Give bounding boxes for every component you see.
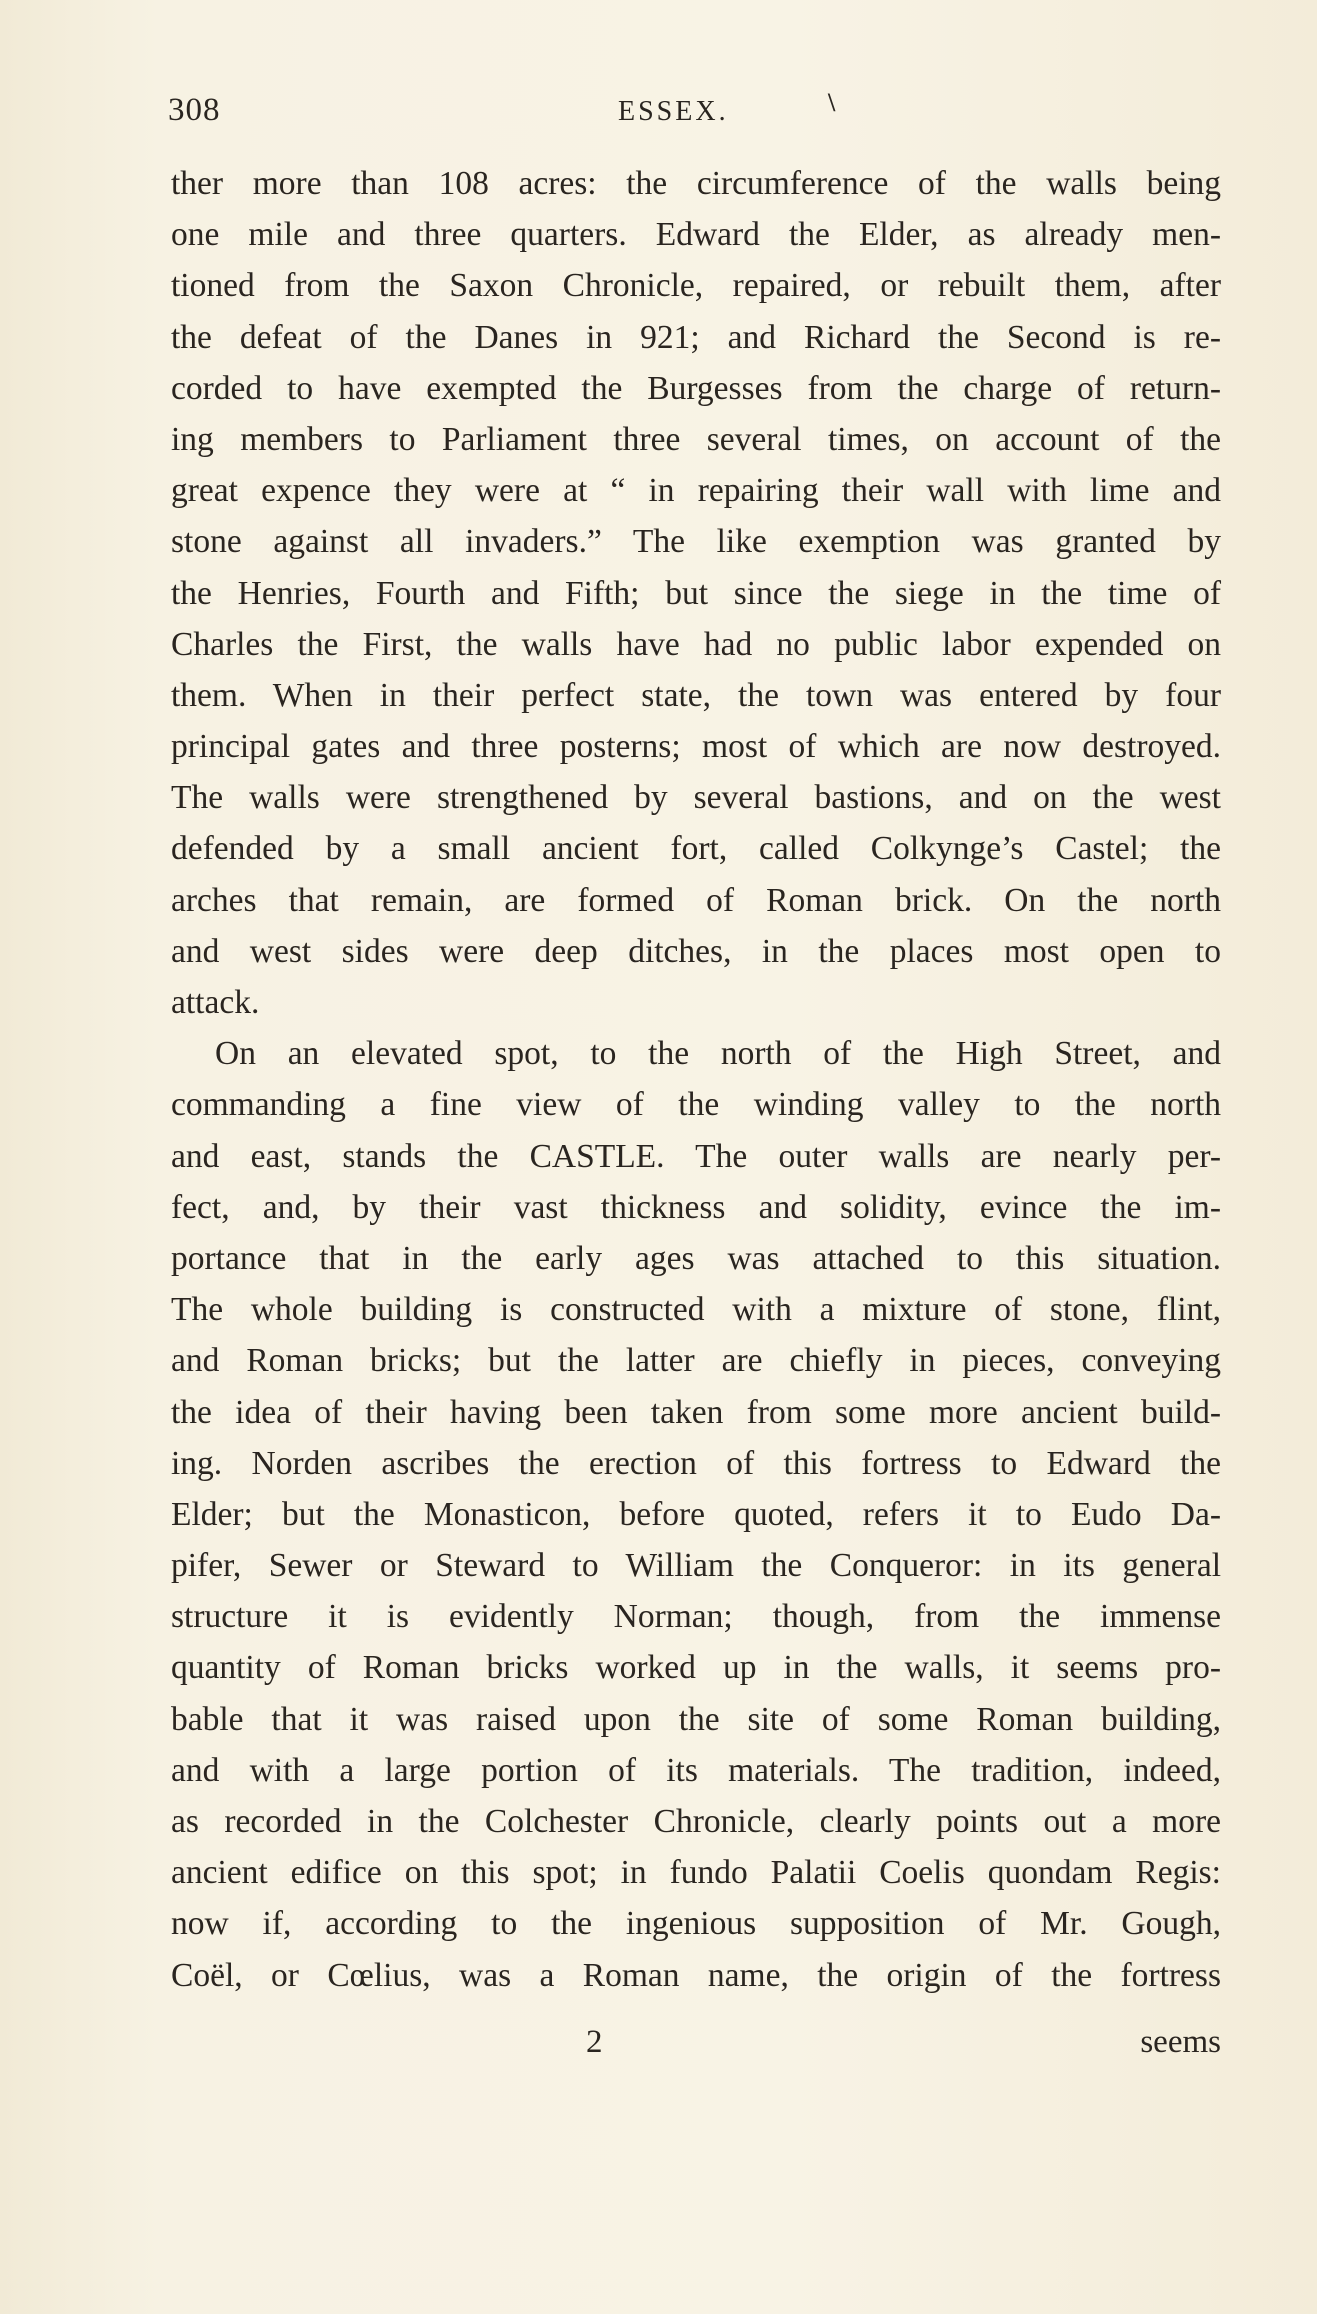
text-line: ing members to Parliament three several times, on account of the bbox=[171, 420, 1221, 458]
text-line: attack. bbox=[171, 984, 260, 1021]
text-line: ing. Norden ascribes the erection of this fortress to Edward the bbox=[171, 1444, 1221, 1482]
text-line: principal gates and three posterns; most of which are now destroyed. bbox=[171, 728, 1221, 766]
text-line: and with a large portion of its materials. The tradition, indeed, bbox=[171, 1751, 1221, 1789]
text-line: ther more than 108 acres: the circumference of the walls being bbox=[171, 165, 1221, 202]
text-line: commanding a fine view of the winding valley to the north bbox=[171, 1086, 1221, 1124]
text-line: ancient edifice on this spot; in fundo Palatii Coelis quondam Regis: bbox=[171, 1854, 1221, 1892]
text-line: one mile and three quarters. Edward the Elder, as already men- bbox=[171, 216, 1221, 254]
text-line: portance that in the early ages was attached to this situation. bbox=[171, 1239, 1221, 1277]
text-line: and west sides were deep ditches, in the places most open to bbox=[171, 932, 1221, 970]
text-line: the idea of their having been taken from some more ancient build- bbox=[171, 1393, 1221, 1431]
body-text bbox=[171, 158, 1221, 2001]
text-line: quantity of Roman bricks worked up in the walls, it seems pro- bbox=[171, 1649, 1221, 1687]
text-line: stone against all invaders.” The like exemption was granted by bbox=[171, 523, 1221, 561]
text-line: pifer, Sewer or Steward to William the Conqueror: in its general bbox=[171, 1547, 1221, 1585]
text-line: arches that remain, are formed of Roman brick. On the north bbox=[171, 881, 1221, 919]
text-line: Charles the First, the walls have had no public labor expended on bbox=[171, 625, 1221, 663]
running-head: ESSEX. bbox=[618, 96, 729, 127]
text-line: tioned from the Saxon Chronicle, repaired, or rebuilt them, after bbox=[171, 267, 1221, 305]
text-line: The walls were strengthened by several bastions, and on the west bbox=[171, 779, 1221, 817]
text-line: great expence they were at “ in repairing their wall with lime and bbox=[171, 472, 1221, 510]
text-line: as recorded in the Colchester Chronicle, clearly points out a more bbox=[171, 1803, 1221, 1840]
text-line: defended by a small ancient fort, called Colkynge’s Castel; the bbox=[171, 830, 1221, 868]
page-header bbox=[168, 88, 1218, 136]
text-line: fect, and, by their vast thickness and solidity, evince the im- bbox=[171, 1188, 1221, 1226]
text-line: structure it is evidently Norman; though, from the immense bbox=[171, 1598, 1221, 1636]
page-number: 308 bbox=[168, 92, 221, 128]
text-line: corded to have exempted the Burgesses from the charge of return- bbox=[171, 369, 1221, 407]
text-line: and Roman bricks; but the latter are chiefly in pieces, conveying bbox=[171, 1342, 1221, 1380]
text-line: bable that it was raised upon the site of some Roman building, bbox=[171, 1700, 1221, 1738]
paragraph-first-line: On an elevated spot, to the north of the High Street, and bbox=[215, 1035, 1221, 1073]
text-line: Coël, or Cœlius, was a Roman name, the origin of the fortress bbox=[171, 1956, 1221, 1994]
catchword: seems bbox=[1140, 2024, 1221, 2060]
text-line: Elder; but the Monasticon, before quoted, refers it to Eudo Da- bbox=[171, 1495, 1221, 1533]
text-line: The whole building is constructed with a mixture of stone, flint, bbox=[171, 1291, 1221, 1329]
header-mark: \ bbox=[828, 88, 836, 117]
signature-mark: 2 bbox=[586, 2024, 603, 2060]
text-line: them. When in their perfect state, the town was entered by four bbox=[171, 676, 1221, 714]
text-line: the defeat of the Danes in 921; and Richard the Second is re- bbox=[171, 318, 1221, 356]
text-line: and east, stands the CASTLE. The outer walls are nearly per- bbox=[171, 1137, 1221, 1175]
text-line: now if, according to the ingenious supposition of Mr. Gough, bbox=[171, 1905, 1221, 1943]
page-footer bbox=[171, 2024, 1221, 2074]
text-line: the Henries, Fourth and Fifth; but since the siege in the time of bbox=[171, 574, 1221, 612]
